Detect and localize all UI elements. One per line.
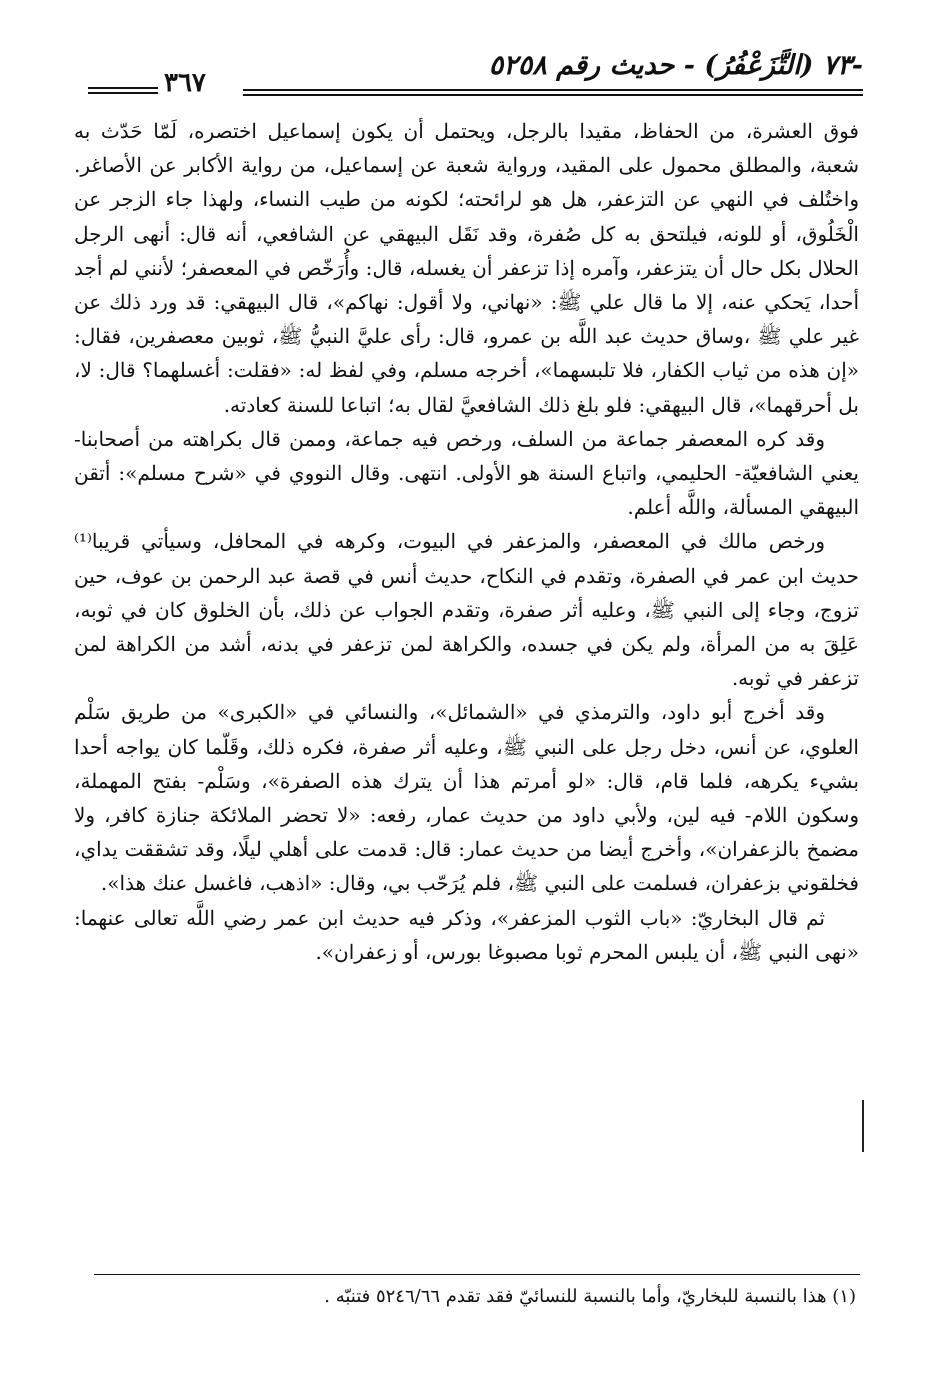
header-rule-short: [88, 87, 158, 94]
main-text: [74, 114, 859, 969]
paragraph-4: وقد أخرج أبو داود، والترمذي في «الشمائل»، والنسائي في «الكبرى» من طريق سَلْم العلوي، عن أنس، دخل رجل على النبي ﷺ، وعليه أثر صفرة، فكره ذلك، وقَلّما كان يواجه أحدا بشيء يكرهه، فلما قام، قال: «لو أمرتم هذا أن يترك هذه الصفرة»، وسَلْم- بفتح المهملة، وسكون اللام- فيه لين، ولأبي داود من حديث عمار، رفعه: «لا تحضر الملائكة جنازة كافر، ولا مضمخ بالزعفران»، وأخرج أيضا من حديث عمار: قال: قدمت على أهلي ليلًا، وقد تشققت يداي، فخلقوني بزعفران، فسلمت على النبي ﷺ، فلم يُرَحّب بي، وقال: «اذهب، فاغسل عنك هذا».: [74, 700, 859, 896]
paragraph-5: ثم قال البخاريّ: «باب الثوب المزعفر»، وذكر فيه حديث ابن عمر رضي اللَّه تعالى عنهما: «نهى النبي ﷺ، أن يلبس المحرم ثوبا مصبوغا بورس، أو زعفران».: [74, 905, 859, 964]
footnote: (١) هذا بالنسبة للبخاريّ، وأما بالنسبة للنسائيّ فقد تقدم ٥٢٤٦/٦٦ فتنبّه .: [324, 1286, 856, 1307]
running-title: -٧٣ (التَّزَعْفُرُ) - حديث رقم ٥٢٥٨: [488, 50, 863, 81]
page-header: [88, 42, 863, 112]
margin-mark: [862, 1100, 864, 1152]
paragraph-1: فوق العشرة، من الحفاظ، مقيدا بالرجل، ويحتمل أن يكون إسماعيل اختصره، لَمّا حَدّث به شعبة، والمطلق محمول على المقيد، ورواية شعبة عن إسماعيل، من رواية الأكابر عن الأصاغر. واختُلف في النهي عن التزعفر، هل هو لرائحته؛ لكونه من طيب النساء، ولهذا جاء الزجر عن الْخَلُوق، أو للونه، فيلتحق به كل صُفرة، وقد نَقَل البيهقي عن الشافعي، أنه قال: أنهى الرجل الحلال بكل حال أن يتزعفر، وآمره إذا تزعفر أن يغسله، قال: وأُرَخّص في المعصفر؛ لأنني لم أجد أحدا، يَحكي عنه، إلا ما قال علي ﷺ: «نهاني، ولا أقول: نهاكم»، قال البيهقي: قد ورد ذلك عن غير علي ﷺ ،وساق حديث عبد اللَّه بن عمرو، قال: رأى عليَّ النبيُّ ﷺ، ثوبين معصفرين، فقال: «إن هذه من ثياب الكفار، فلا تلبسهما»، أخرجه مسلم، وفي لفظ له: «فقلت: أغسلهما؟ قال: لا، بل أحرقهما»، قال البيهقي: فلو بلغ ذلك الشافعيَّ لقال به؛ اتباعا للسنة كعادته.: [74, 119, 859, 417]
page-number: ٣٦٧: [164, 68, 206, 98]
paragraph-2: وقد كره المعصفر جماعة من السلف، ورخص فيه جماعة، وممن قال بكراهته من أصحابنا- يعني الشافعيّة- الحليمي، واتباع السنة هو الأولى. انتهى. وقال النووي في «شرح مسلم»: أتقن البيهقي المسألة، واللَّه أعلم.: [74, 426, 859, 520]
header-rule: [243, 89, 863, 96]
paragraph-3: ورخص مالك في المعصفر، والمزعفر في البيوت، وكرهه في المحافل، وسيأتي قريبا⁽¹⁾ حديث ابن عمر في الصفرة، وتقدم في النكاح، حديث أنس في قصة عبد الرحمن بن عوف، حين تزوج، وجاء إلى النبي ﷺ، وعليه أثر صفرة، وتقدم الجواب عن ذلك، بأن الخلوق كان في ثوبه، عَلِقَ به من المرأة، ولم يكن في جسده، والكراهة لمن تزعفر في بدنه، أشد من الكراهة لمن تزعفر في ثوبه.: [74, 529, 859, 691]
footnote-divider: [94, 1274, 860, 1275]
